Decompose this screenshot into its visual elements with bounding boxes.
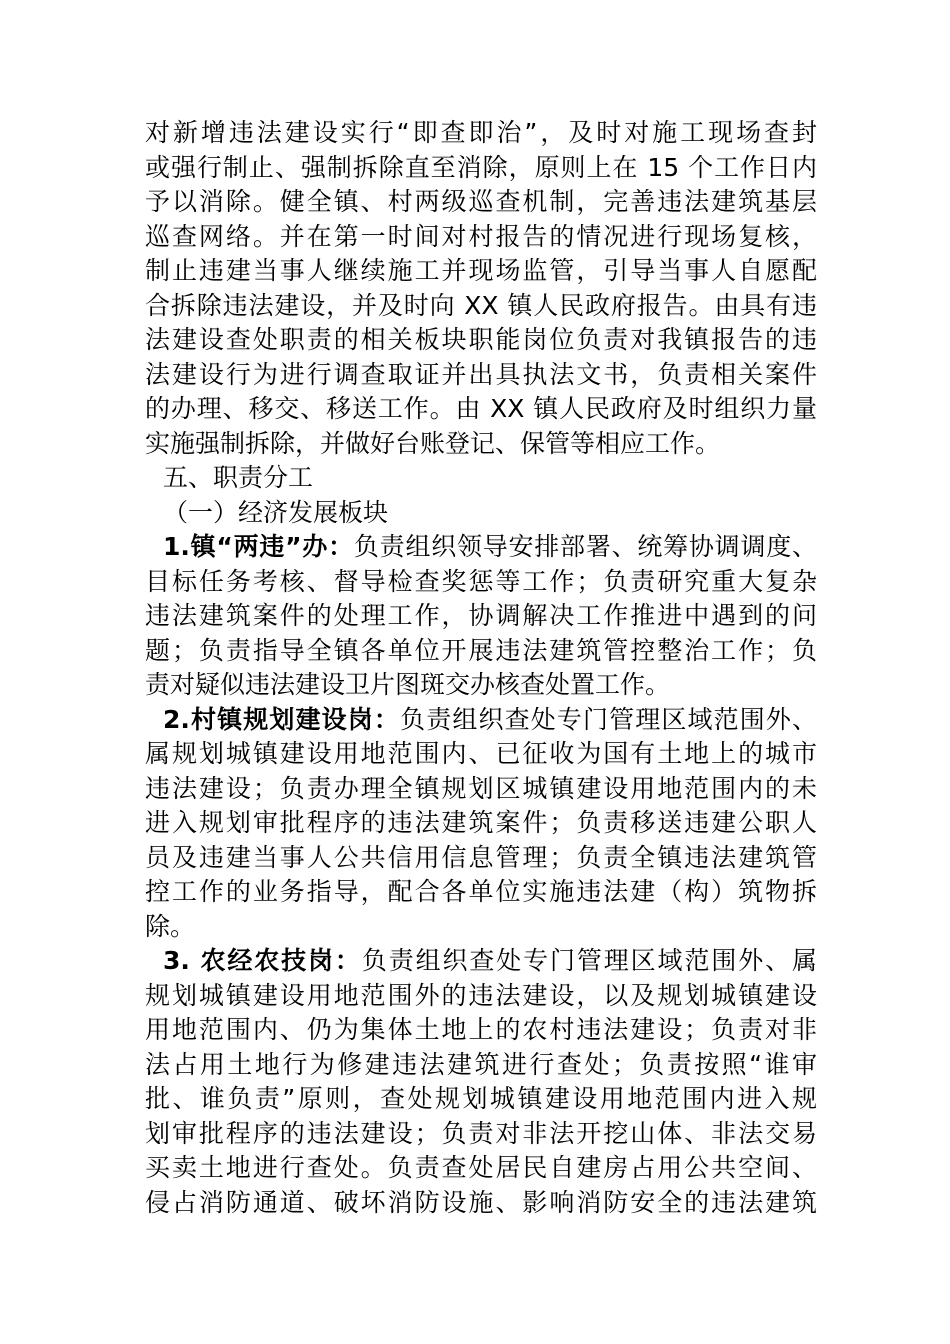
text-line: 违法建筑案件的处理工作，协调解决工作推进中遇到的问: [145, 601, 817, 630]
text-line: 法建设查处职责的相关板块职能岗位负责对我镇报告的违: [145, 325, 817, 354]
text-line: 制止违建当事人继续施工并现场监管，引导当事人自愿配: [145, 256, 817, 285]
subsection-heading: （一）经济发展板块: [163, 497, 389, 527]
text-line: 法建设行为进行调查取证并出具执法文书，负责相关案件: [145, 359, 817, 389]
text-line: 规划城镇建设用地范围外的违法建设，以及规划城镇建设: [145, 980, 817, 1010]
text-line: 责对疑似违法建设卫片图斑交办核查处置工作。: [145, 670, 671, 699]
item-first-line: [145, 944, 817, 979]
item-title: 1.镇“两违”办：: [163, 532, 354, 561]
text-line: 进入规划审批程序的违法建筑案件；负责移送违建公职人: [145, 808, 817, 837]
item-first-line: [145, 530, 817, 565]
paragraph-item-3: [145, 944, 817, 1220]
text-line: 法占用土地行为修建违法建筑进行查处；负责按照“谁审: [145, 1049, 817, 1079]
paragraph-item-2: [145, 703, 817, 945]
text-line: 用地范围内、仍为集体土地上的农村违法建设；负责对非: [145, 1015, 817, 1044]
text-line: 的办理、移交、移送工作。由 XX 镇人民政府及时组织力量: [145, 394, 817, 423]
text-line: 控工作的业务指导，配合各单位实施违法建（构）筑物拆: [145, 877, 817, 906]
paragraph-enforcement: [145, 116, 817, 461]
text-line: 对新增违法建设实行“即查即治”，及时对施工现场查封: [145, 118, 817, 147]
paragraph-item-1: [145, 530, 817, 703]
text-line: 巡查网络。并在第一时间对村报告的情况进行现场复核，: [145, 221, 817, 251]
text-line: 批、谁负责”原则，查处规划城镇建设用地范围内进入规: [145, 1084, 817, 1113]
text-line: 属规划城镇建设用地范围内、已征收为国有土地上的城市: [145, 739, 817, 768]
item-text: 负责组织查处专门管理区域范围外、属: [361, 946, 817, 975]
item-title: 3. 农经农技岗：: [163, 946, 362, 975]
text-line: 侵占消防通道、破坏消防设施、影响消防安全的违法建筑: [145, 1187, 817, 1217]
text-line: 予以消除。健全镇、村两级巡查机制，完善违法建筑基层: [145, 187, 817, 216]
text-line: 违法建设；负责办理全镇规划区城镇建设用地范围内的未: [145, 773, 817, 803]
text-line: 目标任务考核、督导检查奖惩等工作；负责研究重大复杂: [145, 566, 817, 596]
text-line: 员及违建当事人公共信用信息管理；负责全镇违法建筑管: [145, 842, 817, 872]
item-title: 2.村镇规划建设岗：: [163, 704, 401, 734]
text-line: 或强行制止、强制拆除直至消除，原则上在 15 个工作日内: [145, 152, 817, 182]
section-heading: 五、职责分工: [163, 463, 314, 492]
text-line: 题；负责指导全镇各单位开展违法建筑管控整治工作；负: [145, 635, 817, 665]
item-first-line: [145, 703, 817, 738]
text-line: 划审批程序的违法建设；负责对非法开挖山体、非法交易: [145, 1118, 817, 1148]
text-line: 实施强制拆除，并做好台账登记、保管等相应工作。: [145, 428, 721, 458]
text-line: 除。: [145, 911, 196, 941]
item-text: 负责组织查处专门管理区域范围外、: [400, 704, 817, 734]
item-text: 负责组织领导安排部署、统筹协调调度、: [353, 532, 817, 561]
text-line: 合拆除违法建设，并及时向 XX 镇人民政府报告。由具有违: [145, 290, 817, 320]
text-line: 买卖土地进行查处。负责查处居民自建房占用公共空间、: [145, 1153, 817, 1182]
document-body: [145, 116, 817, 1220]
